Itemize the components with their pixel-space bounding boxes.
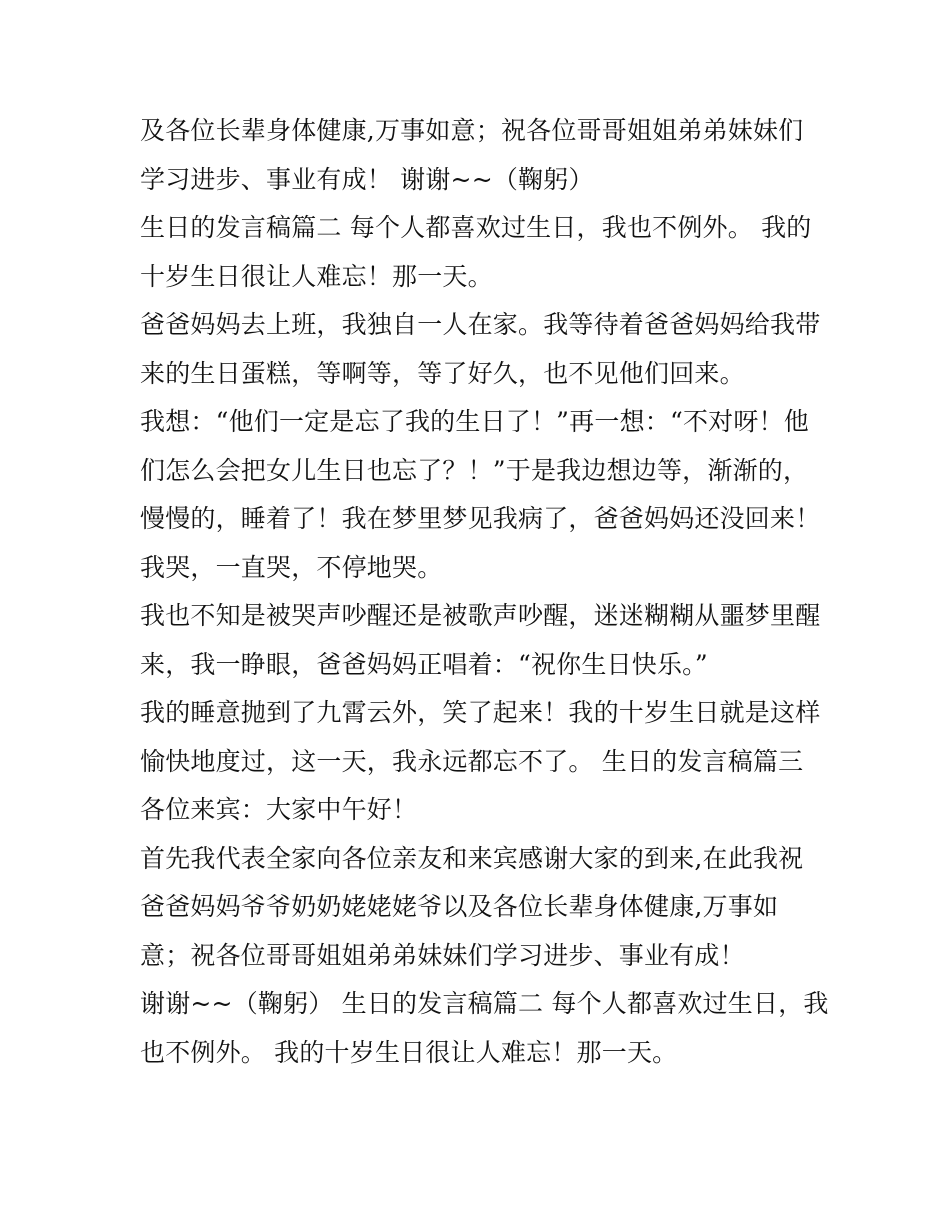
text-line: 来，我一睁眼，爸爸妈妈正唱着：“祝你生日快乐。” bbox=[140, 649, 708, 679]
text-line: 意；祝各位哥哥姐姐弟弟妹妹们学习进步、事业有成！ bbox=[140, 940, 745, 970]
text-line: 慢慢的，睡着了！我在梦里梦见我病了，爸爸妈妈还没回来！ bbox=[140, 504, 821, 533]
text-line: 来的生日蛋糕，等啊等，等了好久，也不见他们回来。 bbox=[140, 358, 745, 388]
text-line: 学习进步、事业有成！ 谢谢~~（鞠躬） bbox=[140, 164, 594, 194]
text-line: 爸爸妈妈爷爷奶奶姥姥姥爷以及各位长辈身体健康,万事如 bbox=[140, 892, 779, 921]
text-line: 愉快地度过，这一天，我永远都忘不了。 生日的发言稿篇三 bbox=[140, 746, 804, 776]
text-line: 我哭，一直哭，不停地哭。 bbox=[140, 552, 443, 582]
text-line: 们怎么会把女儿生日也忘了？！”于是我边想边等，渐渐的， bbox=[140, 455, 809, 485]
text-line: 生日的发言稿篇二 每个人都喜欢过生日，我也不例外。 我的 bbox=[140, 213, 812, 242]
text-line: 我也不知是被哭声吵醒还是被歌声吵醒，迷迷糊糊从噩梦里醒 bbox=[140, 601, 821, 630]
text-line: 首先我代表全家向各位亲友和来宾感谢大家的到来,在此我祝 bbox=[140, 843, 804, 873]
text-line: 我想：“他们一定是忘了我的生日了！”再一想：“不对呀！他 bbox=[140, 407, 809, 436]
text-line: 及各位长辈身体健康,万事如意；祝各位哥哥姐姐弟弟妹妹们 bbox=[140, 116, 804, 145]
text-line: 各位来宾：大家中午好！ bbox=[140, 795, 418, 824]
text-line: 十岁生日很让人难忘！那一天。 bbox=[140, 261, 493, 291]
text-line: 我的睡意抛到了九霄云外，笑了起来！我的十岁生日就是这样 bbox=[140, 698, 821, 727]
text-line: 谢谢~~（鞠躬） 生日的发言稿篇二 每个人都喜欢过生日，我 bbox=[140, 989, 829, 1018]
document-body bbox=[140, 107, 830, 1077]
text-line: 也不例外。 我的十岁生日很让人难忘！那一天。 bbox=[140, 1037, 678, 1067]
text-line: 爸爸妈妈去上班，我独自一人在家。我等待着爸爸妈妈给我带 bbox=[140, 310, 821, 339]
